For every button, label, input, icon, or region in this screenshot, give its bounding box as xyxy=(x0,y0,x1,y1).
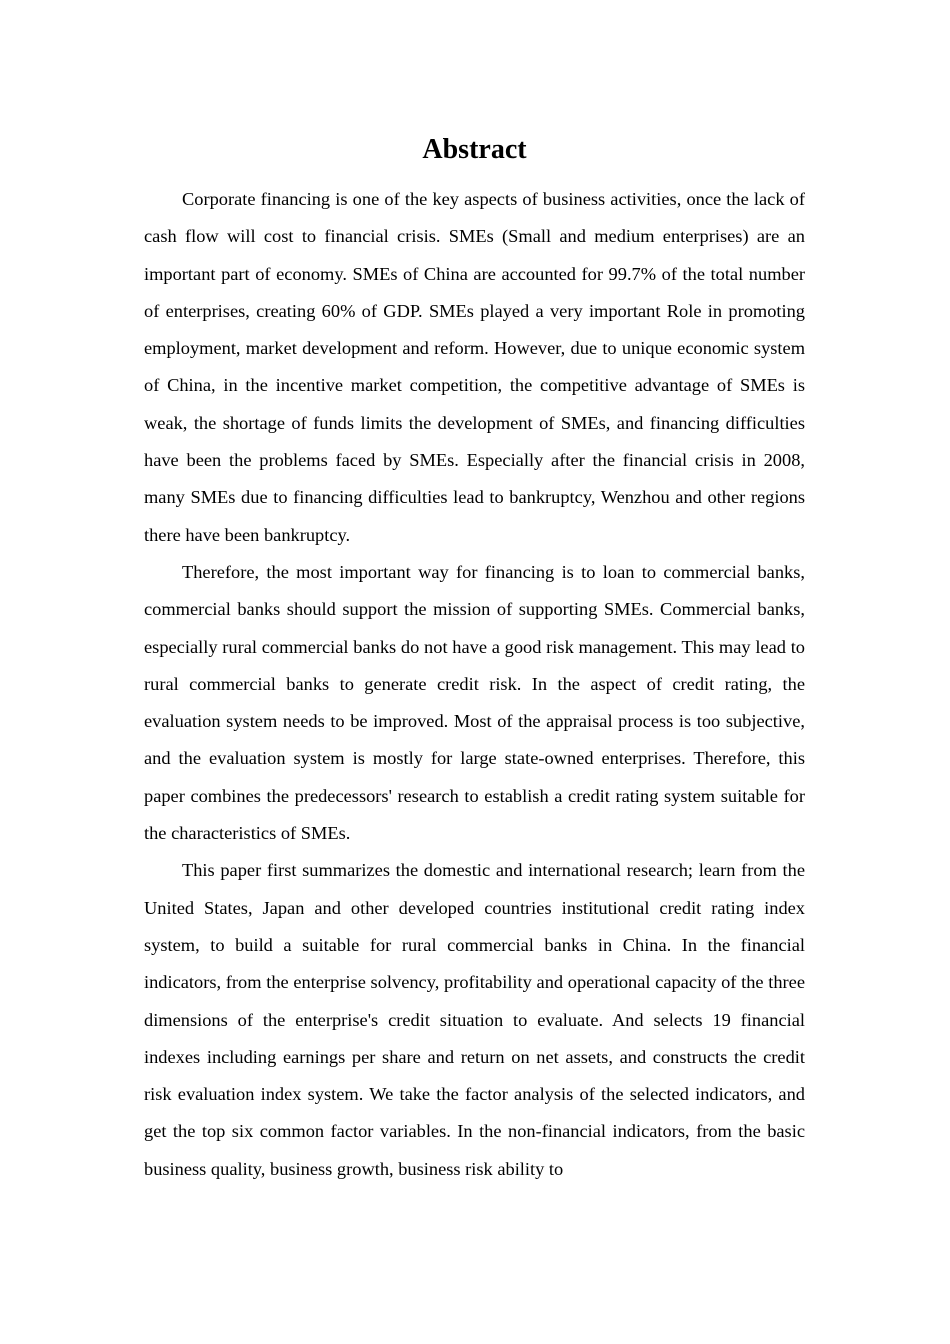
abstract-page xyxy=(144,128,805,1188)
abstract-paragraph-1: Corporate financing is one of the key aspects of business activities, once the lack of cash flow will cost to financial crisis. SMEs (Small and medium enterprises) are an important part of economy. SMEs of China are accounted for 99.7% of the total number of enterprises, creating 60% of GDP. SMEs played a very important Role in promoting employment, market development and reform. However, due to unique economic system of China, in the incentive market competition, the competitive advantage of SMEs is weak, the shortage of funds limits the development of SMEs, and financing difficulties have been the problems faced by SMEs. Especially after the financial crisis in 2008, many SMEs due to financing difficulties lead to bankruptcy, Wenzhou and other regions there have been bankruptcy. xyxy=(144,189,805,545)
abstract-paragraph-3: This paper first summarizes the domestic and international research; learn from the United States, Japan and other developed countries institutional credit rating index system, to build a suitable for rural commercial banks in China. In the financial indicators, from the enterprise solvency, profitability and operational capacity of the three dimensions of the enterprise's credit situation to evaluate. And selects 19 financial indexes including earnings per share and return on net assets, and constructs the credit risk evaluation index system. We take the factor analysis of the selected indicators, and get the top six common factor variables. In the non-financial indicators, from the basic business quality, business growth, business risk ability to xyxy=(144,860,805,1179)
abstract-paragraph-2: Therefore, the most important way for financing is to loan to commercial banks, commercial banks should support the mission of supporting SMEs. Commercial banks, especially rural commercial banks do not have a good risk management. This may lead to rural commercial banks to generate credit risk. In the aspect of credit rating, the evaluation system needs to be improved. Most of the appraisal process is too subjective, and the evaluation system is mostly for large state-owned enterprises. Therefore, this paper combines the predecessors' research to establish a credit rating system suitable for the characteristics of SMEs. xyxy=(144,561,805,844)
abstract-title: Abstract xyxy=(422,134,527,165)
